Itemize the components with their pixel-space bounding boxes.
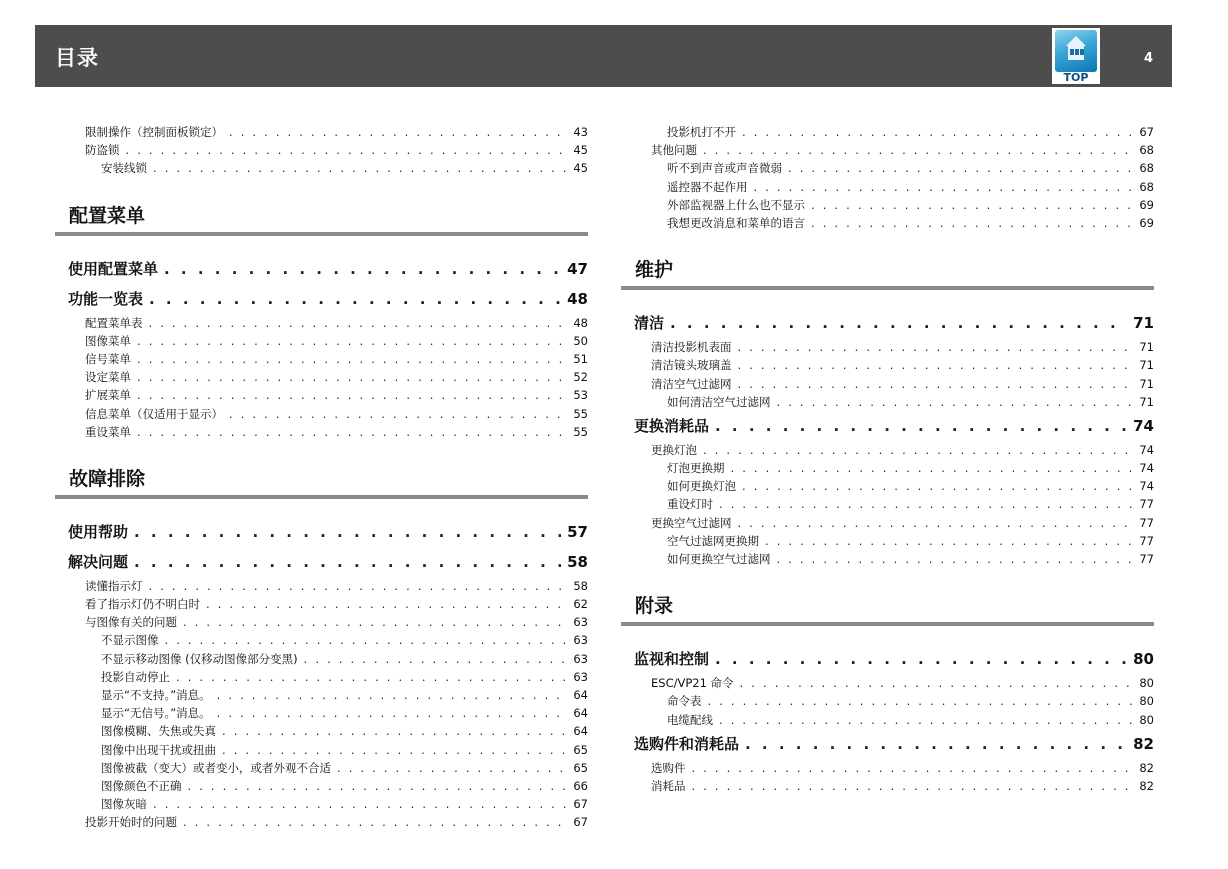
toc-entry-title: 看了指示灯仍不明白时 [85, 597, 200, 612]
toc-entry-title: 与图像有关的问题 [85, 615, 177, 630]
toc-entry-page: 80 [1139, 694, 1154, 709]
toc-entry[interactable] [68, 631, 588, 649]
dot-leader [153, 159, 567, 177]
toc-entry-page: 71 [1139, 394, 1154, 409]
toc-entry[interactable] [68, 686, 588, 704]
toc-entry-title: 更换空气过滤网 [651, 515, 732, 530]
toc-entry-page: 80 [1133, 650, 1154, 669]
dot-leader [740, 674, 1134, 692]
toc-entry-page: 71 [1139, 358, 1154, 373]
dot-leader [304, 650, 568, 668]
toc-entry[interactable] [634, 692, 1154, 710]
toc-entry[interactable] [634, 375, 1154, 393]
toc-entry[interactable] [634, 196, 1154, 214]
toc-entry[interactable] [634, 338, 1154, 356]
toc-entry[interactable] [68, 577, 588, 595]
section-divider [621, 286, 1154, 290]
toc-entry-page: 74 [1139, 442, 1154, 457]
toc-entry-title: 如何清洁空气过滤网 [667, 394, 771, 409]
toc-entry-title: 图像模糊、失焦或失真 [101, 724, 216, 739]
dot-leader [738, 356, 1134, 374]
toc-entry[interactable] [68, 517, 588, 547]
toc-entry[interactable] [68, 795, 588, 813]
toc-entry-page: 69 [1139, 197, 1154, 212]
toc-entry-title: 清洁空气过滤网 [651, 376, 732, 391]
toc-entry[interactable] [68, 423, 588, 441]
toc-entry-title: 监视和控制 [634, 650, 710, 669]
dot-leader [745, 729, 1127, 759]
toc-entry[interactable] [634, 674, 1154, 692]
dot-leader [149, 314, 568, 332]
toc-entry-title: 遥控器不起作用 [667, 179, 748, 194]
dot-leader [149, 577, 568, 595]
home-icon [1055, 30, 1097, 72]
toc-entry[interactable] [634, 495, 1154, 513]
dot-leader [811, 214, 1133, 232]
toc-entry-title: 图像菜单 [85, 333, 131, 348]
toc-entry-title: 设定菜单 [85, 370, 131, 385]
toc-entry-page: 77 [1139, 497, 1154, 512]
toc-entry[interactable] [68, 159, 588, 177]
toc-entry-title: 信息菜单（仅适用于显示） [85, 406, 223, 421]
toc-entry-title: 命令表 [667, 694, 702, 709]
toc-entry-title: 更换消耗品 [634, 416, 710, 435]
toc-entry-page: 58 [567, 552, 588, 571]
toc-entry[interactable] [634, 178, 1154, 196]
dot-leader [137, 423, 567, 441]
toc-entry-title: 选购件和消耗品 [634, 734, 740, 753]
toc-entry[interactable] [68, 759, 588, 777]
toc-entry-page: 52 [573, 370, 588, 385]
dot-leader [742, 477, 1133, 495]
toc-entry-title: 其他问题 [651, 143, 697, 158]
toc-entry[interactable] [68, 613, 588, 631]
toc-entry[interactable] [634, 159, 1154, 177]
toc-entry[interactable] [634, 729, 1154, 759]
toc-entry-page: 67 [573, 815, 588, 830]
dot-leader [719, 711, 1133, 729]
toc-entry-title: 读懂指示灯 [85, 578, 143, 593]
dot-leader [183, 813, 567, 831]
toc-entry-page: 77 [1139, 533, 1154, 548]
toc-entry-title: 消耗品 [651, 778, 686, 793]
toc-entry[interactable] [68, 368, 588, 386]
toc-right-column [634, 123, 1154, 795]
dot-leader [149, 284, 561, 314]
toc-entry-page: 66 [573, 778, 588, 793]
dot-leader [738, 338, 1134, 356]
toc-entry-title: 不显示图像 [101, 633, 159, 648]
toc-entry-title: 图像灰暗 [101, 797, 147, 812]
toc-entry-page: 68 [1139, 161, 1154, 176]
toc-entry-title: 我想更改消息和菜单的语言 [667, 215, 805, 230]
section-divider [55, 495, 588, 499]
toc-entry-page: 48 [573, 315, 588, 330]
toc-entry-page: 67 [573, 797, 588, 812]
section-heading: 维护 [635, 259, 674, 282]
toc-entry[interactable] [634, 141, 1154, 159]
toc-entry[interactable] [634, 214, 1154, 232]
toc-entry[interactable] [634, 711, 1154, 729]
toc-entry[interactable] [68, 123, 588, 141]
dot-leader [777, 393, 1134, 411]
dot-leader [183, 613, 567, 631]
toc-entry-page: 74 [1139, 479, 1154, 494]
toc-entry-page: 65 [573, 742, 588, 757]
toc-entry-page: 69 [1139, 215, 1154, 230]
toc-entry-page: 64 [573, 706, 588, 721]
page-title: 目录 [55, 46, 99, 70]
toc-entry[interactable] [634, 644, 1154, 674]
toc-entry[interactable] [634, 411, 1154, 441]
dot-leader [670, 308, 1127, 338]
toc-entry-page: 58 [573, 578, 588, 593]
toc-entry-page: 45 [573, 161, 588, 176]
dot-leader [765, 532, 1133, 550]
dot-leader [165, 631, 568, 649]
toc-entry-title: 显示“无信号。”消息。 [101, 706, 211, 721]
toc-entry-title: 图像被截（变大）或者变小，或者外观不合适 [101, 760, 331, 775]
dot-leader [188, 777, 568, 795]
toc-entry-page: 45 [573, 143, 588, 158]
toc-entry-title: 不显示移动图像 (仅移动图像部分变黑) [101, 651, 298, 666]
toc-entry-page: 47 [567, 259, 588, 278]
toc-entry-title: 功能一览表 [68, 289, 144, 308]
toc-entry[interactable] [68, 386, 588, 404]
toc-entry[interactable] [634, 308, 1154, 338]
dot-leader [206, 595, 567, 613]
dot-leader [134, 517, 561, 547]
toc-entry[interactable] [68, 722, 588, 740]
toc-entry-page: 82 [1139, 760, 1154, 775]
toc-entry[interactable] [634, 532, 1154, 550]
dot-leader [703, 141, 1133, 159]
dot-leader [134, 547, 561, 577]
toc-entry-page: 63 [573, 669, 588, 684]
toc-entry-page: 64 [573, 724, 588, 739]
section-heading: 故障排除 [69, 467, 146, 490]
toc-entry-title: 如何更换灯泡 [667, 479, 736, 494]
toc-entry-page: 71 [1133, 314, 1154, 333]
toc-entry[interactable] [68, 141, 588, 159]
toc-entry-title: 选购件 [651, 760, 686, 775]
toc-entry[interactable] [634, 441, 1154, 459]
toc-entry[interactable] [68, 254, 588, 284]
toc-entry[interactable] [68, 741, 588, 759]
top-button[interactable] [1052, 28, 1100, 84]
dot-leader [692, 777, 1134, 795]
toc-entry-page: 74 [1133, 416, 1154, 435]
dot-leader [164, 254, 561, 284]
dot-leader [703, 441, 1133, 459]
toc-entry-title: 清洁 [634, 314, 665, 333]
toc-entry-page: 82 [1139, 778, 1154, 793]
toc-entry[interactable] [634, 356, 1154, 374]
toc-entry-title: 听不到声音或声音微弱 [667, 161, 782, 176]
toc-entry-page: 57 [567, 522, 588, 541]
toc-entry-title: 重设菜单 [85, 424, 131, 439]
dot-leader [229, 405, 567, 423]
toc-entry-title: 外部监视器上什么也不显示 [667, 197, 805, 212]
toc-entry-page: 71 [1139, 340, 1154, 355]
toc-entry-page: 53 [573, 388, 588, 403]
dot-leader [731, 459, 1134, 477]
toc-entry-page: 55 [573, 406, 588, 421]
toc-entry[interactable] [634, 477, 1154, 495]
toc-entry-title: ESC/VP21 命令 [651, 676, 734, 691]
toc-entry[interactable] [634, 550, 1154, 568]
toc-entry-page: 43 [573, 125, 588, 139]
toc-entry-title: 投影机打不开 [667, 125, 736, 139]
toc-entry-title: 解决问题 [68, 552, 129, 571]
dot-leader [708, 692, 1134, 710]
toc-entry-page: 55 [573, 424, 588, 439]
dot-leader [738, 514, 1134, 532]
dot-leader [222, 722, 567, 740]
dot-leader [137, 368, 567, 386]
toc-entry-page: 63 [573, 633, 588, 648]
toc-entry-page: 77 [1139, 515, 1154, 530]
dot-leader [738, 375, 1134, 393]
page-number: 4 [1144, 51, 1154, 66]
dot-leader [137, 350, 567, 368]
toc-entry-title: 显示“不支持。”消息。 [101, 688, 211, 702]
toc-entry[interactable] [68, 668, 588, 686]
dot-leader [715, 644, 1127, 674]
section-divider [55, 232, 588, 236]
toc-entry[interactable] [68, 332, 588, 350]
toc-entry-title: 清洁投影机表面 [651, 340, 732, 355]
toc-entry-page: 82 [1133, 734, 1154, 753]
toc-entry-title: 安装线锁 [101, 161, 147, 176]
toc-entry[interactable] [634, 777, 1154, 795]
toc-entry-title: 空气过滤网更换期 [667, 533, 759, 548]
toc-entry-page: 68 [1139, 179, 1154, 194]
toc-entry-page: 80 [1139, 712, 1154, 727]
dot-leader [715, 411, 1127, 441]
dot-leader [222, 741, 567, 759]
dot-leader [777, 550, 1134, 568]
dot-leader [137, 332, 567, 350]
section-divider [621, 622, 1154, 626]
toc-entry[interactable] [68, 547, 588, 577]
toc-entry-title: 图像颜色不正确 [101, 778, 182, 793]
toc-entry-title: 限制操作（控制面板锁定） [85, 125, 223, 139]
toc-entry-page: 68 [1139, 143, 1154, 158]
dot-leader [217, 686, 568, 704]
dot-leader [137, 386, 567, 404]
dot-leader [126, 141, 568, 159]
toc-entry-page: 77 [1139, 552, 1154, 566]
dot-leader [176, 668, 567, 686]
toc-entry-title: 重设灯时 [667, 497, 713, 512]
toc-entry-title: 使用配置菜单 [68, 259, 159, 278]
toc-entry[interactable] [68, 405, 588, 423]
toc-entry-page: 63 [573, 615, 588, 630]
toc-entry[interactable] [634, 514, 1154, 532]
page-header [35, 25, 1172, 87]
dot-leader [788, 159, 1133, 177]
toc-entry[interactable] [68, 650, 588, 668]
toc-entry-title: 灯泡更换期 [667, 461, 725, 476]
toc-entry[interactable] [68, 595, 588, 613]
toc-entry[interactable] [68, 350, 588, 368]
toc-entry-title: 防盗锁 [85, 143, 120, 158]
toc-entry-title: 如何更换空气过滤网 [667, 552, 771, 566]
top-button-label: TOP [1063, 71, 1089, 84]
dot-leader [153, 795, 567, 813]
toc-entry-title: 图像中出现干扰或扭曲 [101, 742, 216, 757]
toc-entry[interactable] [634, 459, 1154, 477]
toc-entry-page: 65 [573, 760, 588, 775]
toc-entry-page: 80 [1139, 676, 1154, 691]
toc-entry-page: 64 [573, 688, 588, 702]
toc-entry[interactable] [68, 284, 588, 314]
dot-leader [229, 123, 567, 141]
toc-entry-title: 使用帮助 [68, 522, 129, 541]
toc-entry[interactable] [634, 123, 1154, 141]
toc-entry-title: 更换灯泡 [651, 442, 697, 457]
toc-entry[interactable] [68, 704, 588, 722]
dot-leader [217, 704, 568, 722]
toc-entry[interactable] [634, 393, 1154, 411]
dot-leader [754, 178, 1134, 196]
toc-entry-title: 清洁镜头玻璃盖 [651, 358, 732, 373]
toc-entry[interactable] [68, 314, 588, 332]
toc-entry[interactable] [68, 813, 588, 831]
toc-entry-title: 投影自动停止 [101, 669, 170, 684]
dot-leader [742, 123, 1133, 141]
toc-entry[interactable] [68, 777, 588, 795]
section-heading: 配置菜单 [69, 204, 146, 227]
toc-entry-title: 扩展菜单 [85, 388, 131, 403]
dot-leader [719, 495, 1133, 513]
toc-entry-page: 71 [1139, 376, 1154, 391]
toc-entry-title: 投影开始时的问题 [85, 815, 177, 830]
toc-entry-title: 信号菜单 [85, 351, 131, 366]
section-heading: 附录 [635, 595, 674, 618]
toc-entry[interactable] [634, 759, 1154, 777]
toc-entry-page: 67 [1139, 125, 1154, 139]
toc-entry-title: 电缆配线 [667, 712, 713, 727]
dot-leader [692, 759, 1134, 777]
toc-entry-title: 配置菜单表 [85, 315, 143, 330]
toc-entry-page: 74 [1139, 461, 1154, 476]
dot-leader [337, 759, 567, 777]
toc-entry-page: 48 [567, 289, 588, 308]
toc-entry-page: 62 [573, 597, 588, 612]
toc-entry-page: 50 [573, 333, 588, 348]
toc-left-column [68, 123, 588, 832]
dot-leader [811, 196, 1133, 214]
toc-entry-page: 63 [573, 651, 588, 666]
toc-entry-page: 51 [573, 351, 588, 366]
